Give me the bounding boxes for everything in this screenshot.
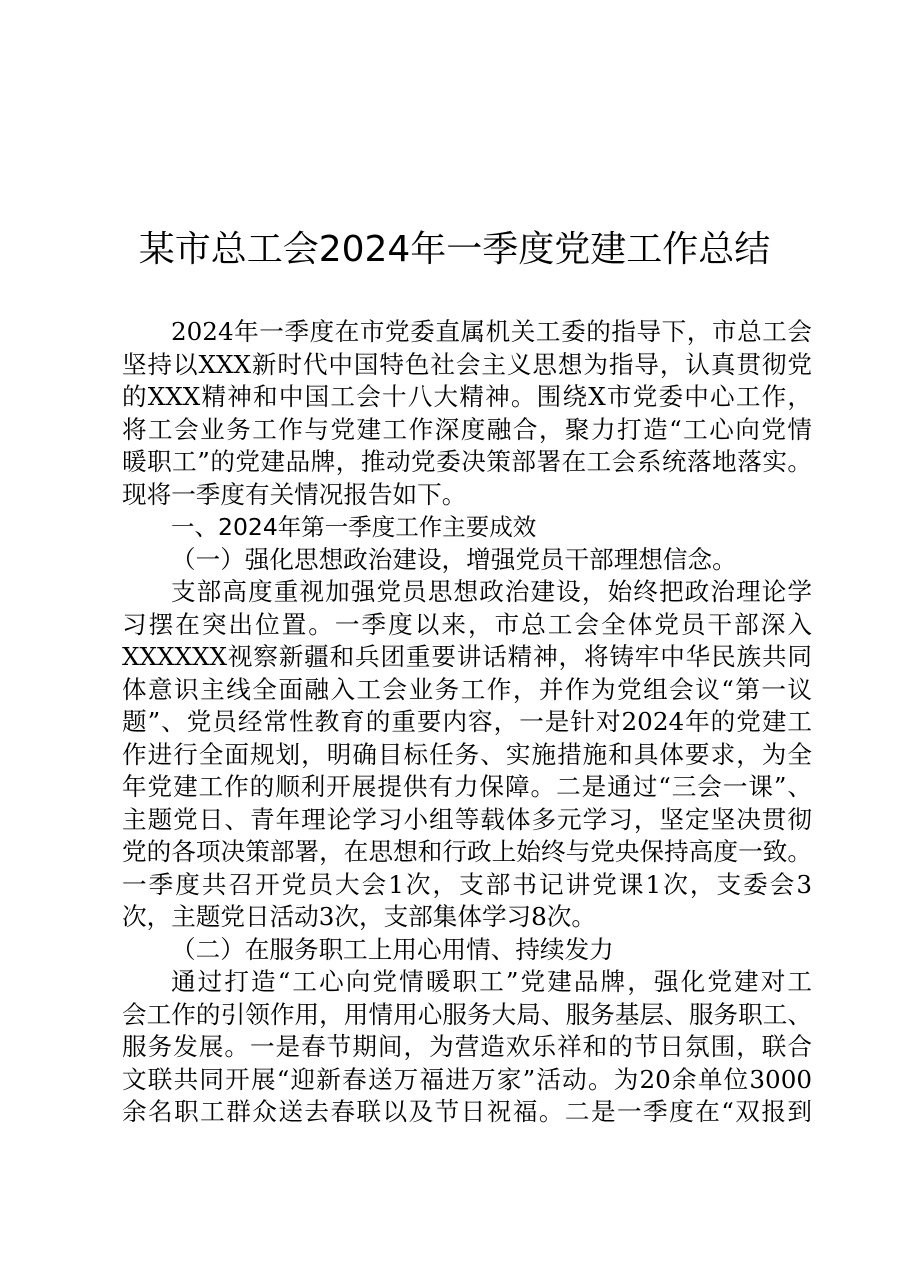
document-body (122, 316, 812, 1129)
document-title: 某市总工会2024年一季度党建工作总结 (138, 229, 771, 270)
body-line: 现将一季度有关情况报告如下。 (122, 479, 467, 509)
body-line: 余名职工群众送去春联以及节日祝福。二是一季度在“双报到 (122, 1097, 812, 1126)
body-line: 的XXX精神和中国工会十八大精神。围绕X市党委中心工作， (122, 382, 812, 411)
subsection-heading: （一）强化思想政治建设，增强党员干部理想信念。 (171, 544, 737, 574)
body-line: 通过打造“工心向党情暖职工”党建品牌，强化党建对工 (171, 967, 812, 996)
body-line: 党的各项决策部署，在思想和行政上始终与党央保持高度一致。 (122, 837, 812, 866)
body-line: 年党建工作的顺利开展提供有力保障。二是通过“三会一课”、 (122, 772, 812, 801)
section-heading: 一、2024年第一季度工作主要成效 (171, 513, 537, 541)
body-line: 文联共同开展“迎新春送万福进万家”活动。为20余单位3000 (122, 1064, 812, 1094)
body-line: 支部高度重视加强党员思想政治建设，始终把政治理论学 (171, 577, 812, 606)
body-line: 一季度共召开党员大会1次，支部书记讲党课1次，支委会3 (122, 869, 812, 899)
body-line: 暖职工”的党建品牌，推动党委决策部署在工会系统落地落实。 (122, 447, 812, 476)
body-line: 题”、党员经常性教育的重要内容，一是针对2024年的党建工 (122, 707, 812, 736)
body-line: 作进行全面规划，明确目标任务、实施措施和具体要求，为全 (122, 739, 812, 769)
body-line: 习摆在突出位置。一季度以来，市总工会全体党员干部深入 (122, 609, 812, 639)
body-line: 体意识主线全面融入工会业务工作，并作为党组会议“第一议 (122, 674, 812, 704)
body-line: 主题党日、青年理论学习小组等载体多元学习，坚定坚决贯彻 (122, 804, 812, 834)
body-line: 次，主题党日活动3次，支部集体学习8次。 (122, 902, 596, 931)
body-line: 会工作的引领作用，用情用心服务大局、服务基层、服务职工、 (122, 999, 812, 1029)
body-line: 2024年一季度在市党委直属机关工委的指导下，市总工会 (171, 317, 812, 346)
body-line: 将工会业务工作与党建工作深度融合，聚力打造“工心向党情 (122, 414, 812, 444)
body-line: 坚持以XXX新时代中国特色社会主义思想为指导，认真贯彻党 (122, 349, 812, 379)
subsection-heading: （二）在服务职工上用心用情、持续发力 (171, 934, 614, 964)
body-line: 服务发展。一是春节期间，为营造欢乐祥和的节日氛围，联合 (122, 1032, 812, 1061)
body-line: XXXXXX视察新疆和兵团重要讲话精神，将铸牢中华民族共同 (122, 642, 812, 671)
